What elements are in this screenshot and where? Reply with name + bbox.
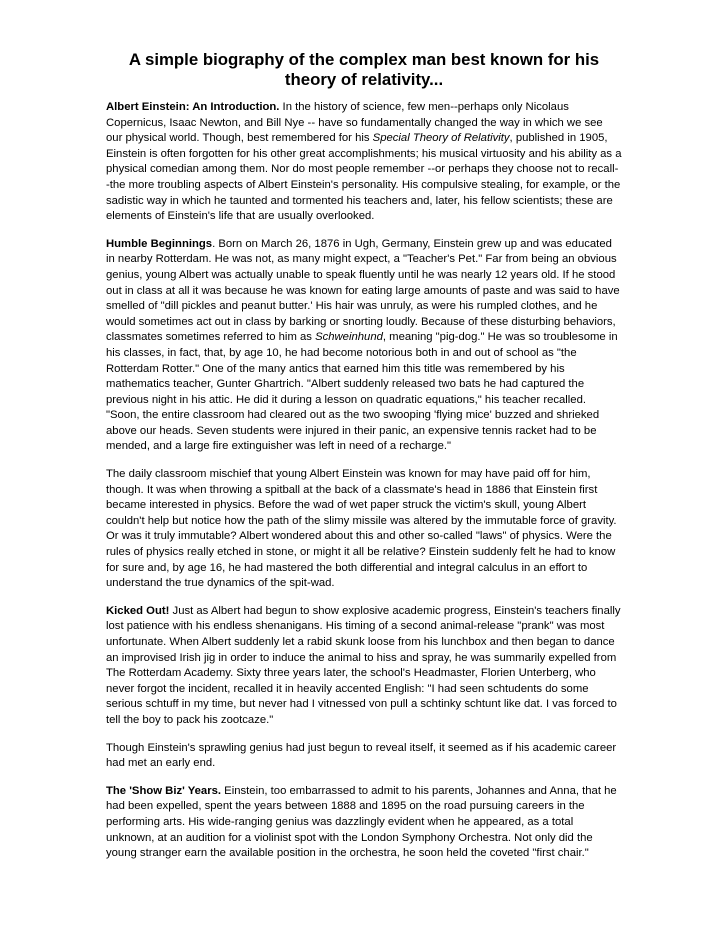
section-heading: The 'Show Biz' Years. — [106, 784, 222, 797]
body-text: In the history of science, few men--perhaps only Nicolaus Copernicus, Isaac Newton, and Bill Nye -- have so fundamentally changed the way in which we see our physical world. Though, best remembered for his — [106, 101, 603, 145]
section-heading: Albert Einstein: An Introduction. — [106, 101, 280, 113]
paragraph — [106, 100, 622, 225]
paragraph — [106, 784, 622, 862]
italic-text: Schweinhund — [315, 331, 383, 344]
body-text: Just as Albert had begun to show explosive academic progress, Einstein's teachers finally lost patience with his endless shenanigans. His timing of a second animal-release "prank" was most unfortunate. When Albert suddenly let a rabid skunk loose from his lunchbox and then began to dance an improvised Irish jig in order to induce the animal to hiss and spray, he was summarily expelled from The Rotterdam Academy. Sixty three years later, the school's Headmaster, Florien Unterberg, who never forgot the incident, recalled it in heavily accented English: "I had seen schtudents do some serious schtuff in my time, but never had I vitnessed von pull a schtinky schtunt like dat. I vas forced to tell the boy to pack his zootcaze." — [106, 604, 621, 726]
document-body — [106, 100, 622, 862]
italic-text: Special Theory of Relativity — [372, 132, 510, 145]
document-title: A simple biography of the complex man best known for his theory of relativity... — [128, 50, 600, 89]
paragraph — [106, 604, 622, 729]
paragraph — [106, 467, 622, 592]
body-text: , meaning "pig-dog." He was so troublesome in his classes, in fact, that, by age 10, he had become notorious both in and out of school as "the Rotterdam Rotter." One of the many antics that earned him this title was remembered by his mathematics teacher, Gunter Ghartrich. "Albert suddenly released two bats he had captured the previous night in his attic. He did it during a lesson on quadratic equations," his teacher recalled. "Soon, the entire classroom had cleared out as the two swooping 'flying mice' buzzed and shrieked above our heads. Seven students were injured in their panic, an expensive tennis racket had to be mended, and a large fire extinguisher was left in need of a recharge." — [106, 331, 618, 453]
body-text: Einstein, too embarrassed to admit to his parents, Johannes and Anna, that he had been expelled, spent the years between 1888 and 1895 on the road pursuing careers in the performing arts. His wide-ranging genius was dazzlingly evident when he appeared, as a total unknown, at an audition for a violinist spot with the London Symphony Orchestra. Not only did the young stranger earn the available position in the orchestra, he soon held the coveted "first chair." — [106, 784, 617, 860]
body-text: , published in 1905, Einstein is often forgotten for his other great accomplishments; his musical virtuosity and his ability as a physical comedian among them. Nor do most people remember --or perhaps they choose not to recall--the more troubling aspects of Albert Einstein's personality. His compulsive stealing, for example, or the sadistic way in which he taunted and tormented his teachers and, later, his fellow scientists; these are elements of Einstein's life that are usually overlooked. — [106, 132, 622, 223]
body-text: The daily classroom mischief that young Albert Einstein was known for may have paid off for him, though. It was when throwing a spitball at the back of a classmate's head in 1886 that Einstein first became interested in physics. Before the wad of wet paper struck the victim's skull, young Albert couldn't help but notice how the path of the slimy missile was altered by the immutable force of gravity. Or was it truly immutable? Albert wondered about this and other so-called "laws" of physics. Were the rules of physics really etched in stone, or might it all be relative? Einstein suddenly felt he had to know for sure and, by age 16, he had mastered the both differential and integral calculus in an effort to understand the true dynamics of the spit-wad. — [106, 468, 617, 590]
section-heading: Humble Beginnings — [106, 237, 213, 250]
section-heading: Kicked Out! — [106, 604, 170, 617]
paragraph — [106, 741, 622, 772]
body-text: . Born on March 26, 1876 in Ugh, Germany, Einstein grew up and was educated in nearby Rotterdam. He was not, as many might expect, a "Teacher's Pet." Far from being an obvious genius, young Albert was actually unable to speak fluently until he was nearly 12 years old. If he stood out in class at all it was because he was known for eating large amounts of paste and was said to have smelled of "dill pickles and peanut butter.' His hair was unruly, as were his rumpled clothes, and he would sometimes act out in class by barking or snorting loudly. Because of these disturbing behaviors, classmates sometimes referred to him as — [106, 237, 620, 344]
paragraph — [106, 237, 622, 455]
body-text: Though Einstein's sprawling genius had just begun to reveal itself, it seemed as if his academic career had met an early end. — [106, 741, 617, 770]
